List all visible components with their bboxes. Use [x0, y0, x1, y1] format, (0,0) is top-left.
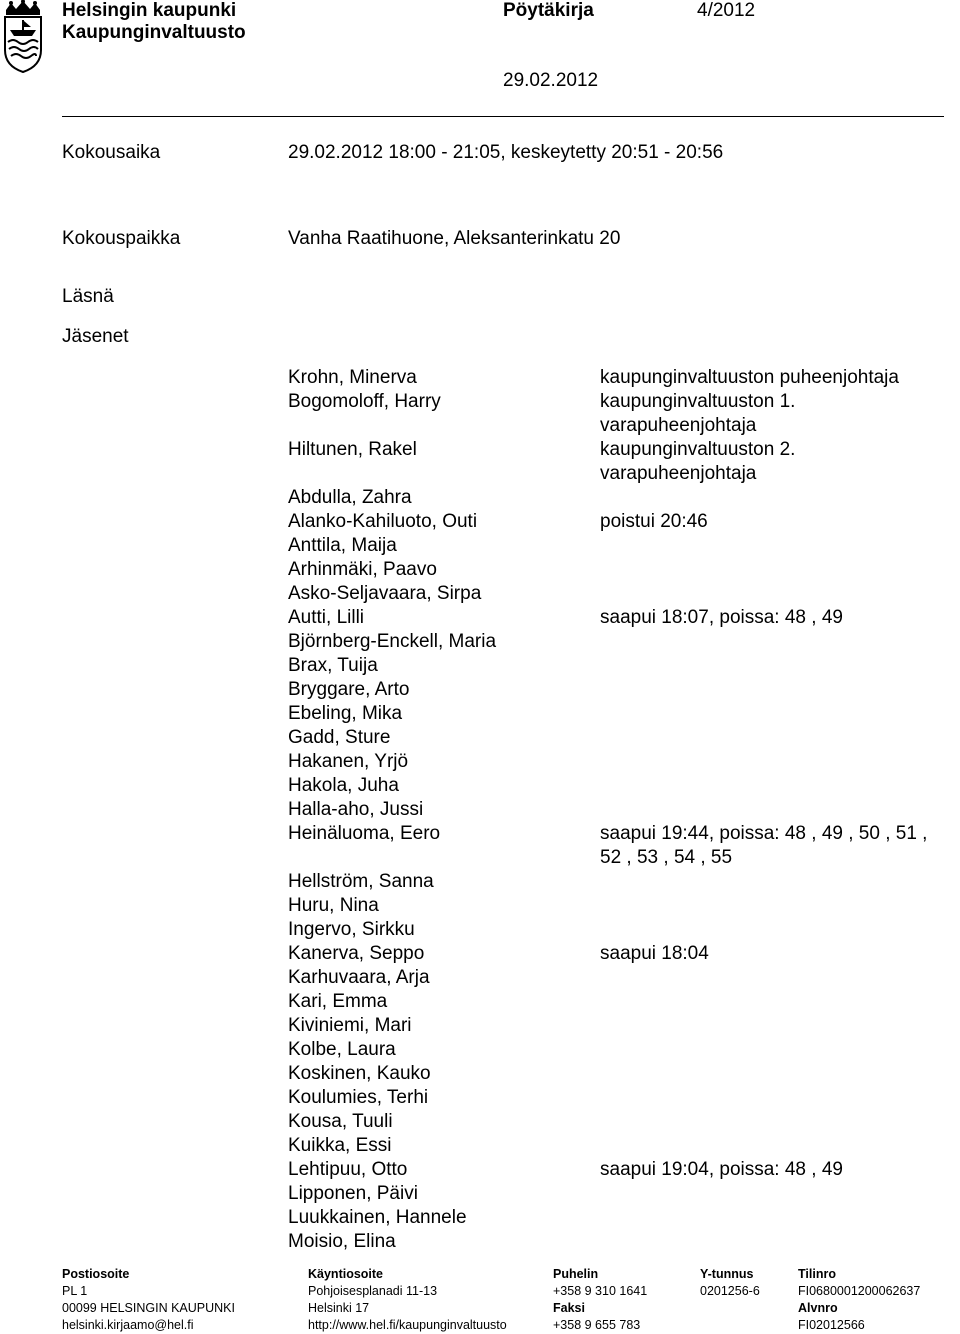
meeting-place-label: Kokouspaikka: [62, 228, 181, 249]
member-row: [288, 1134, 948, 1158]
member-row: [288, 534, 948, 558]
footer-phone-heading: Puhelin: [553, 1267, 599, 1281]
member-row: [288, 798, 948, 822]
footer-businessid: 0201256-6: [700, 1284, 760, 1298]
footer-account-heading: Tilinro: [798, 1267, 836, 1281]
document-type: Pöytäkirja: [503, 0, 594, 21]
member-row: [288, 1038, 948, 1062]
footer-website-link[interactable]: http://www.hel.fi/kaupunginvaltuusto: [308, 1318, 507, 1332]
footer-account: FI0680001200062637: [798, 1284, 921, 1298]
member-name: Hakola, Juha: [288, 775, 399, 796]
member-name: Alanko-Kahiluoto, Outi: [288, 511, 478, 532]
member-name: Kolbe, Laura: [288, 1039, 396, 1060]
member-row: [288, 630, 948, 654]
member-row: [288, 1062, 948, 1086]
document-date: 29.02.2012: [503, 70, 599, 91]
member-row: [288, 1182, 948, 1206]
member-row: [288, 1206, 948, 1230]
footer-visit-column: [308, 1266, 507, 1334]
member-name: Karhuvaara, Arja: [288, 967, 430, 988]
meeting-place-value: Vanha Raatihuone, Aleksanterinkatu 20: [288, 228, 621, 249]
member-row: [288, 438, 948, 486]
member-name: Lipponen, Päivi: [288, 1183, 418, 1204]
member-note: kaupunginvaltuuston puheenjohtaja: [600, 367, 899, 388]
footer-vat-heading: Alvnro: [798, 1301, 838, 1315]
member-row: [288, 1086, 948, 1110]
member-name: Kousa, Tuuli: [288, 1111, 393, 1132]
member-name: Koulumies, Terhi: [288, 1087, 429, 1108]
member-row: [288, 390, 948, 438]
footer-postal-line: 00099 HELSINGIN KAUPUNKI: [62, 1301, 235, 1315]
member-row: [288, 582, 948, 606]
header-rule: [62, 116, 944, 117]
member-row: [288, 654, 948, 678]
member-name: Kuikka, Essi: [288, 1135, 392, 1156]
member-row: [288, 726, 948, 750]
member-name: Asko-Seljavaara, Sirpa: [288, 583, 482, 604]
member-name: Heinäluoma, Eero: [288, 823, 441, 844]
meeting-time-label: Kokousaika: [62, 142, 161, 163]
member-row: [288, 606, 948, 630]
footer-postal-line: PL 1: [62, 1284, 88, 1298]
member-name: Kari, Emma: [288, 991, 388, 1012]
member-row: [288, 894, 948, 918]
member-row: [288, 510, 948, 534]
footer-phone: +358 9 310 1641: [553, 1284, 648, 1298]
member-note: kaupunginvaltuuston 1. varapuheenjohtaja: [600, 391, 796, 436]
member-name: Hakanen, Yrjö: [288, 751, 409, 772]
member-row: [288, 990, 948, 1014]
present-label: Läsnä: [62, 286, 114, 307]
member-name: Brax, Tuija: [288, 655, 378, 676]
member-name: Moisio, Elina: [288, 1231, 396, 1252]
helsinki-coat-of-arms-icon: [0, 0, 46, 74]
member-name: Krohn, Minerva: [288, 367, 417, 388]
footer-postal-heading: Postiosoite: [62, 1267, 130, 1281]
org-name: Helsingin kaupunki: [62, 0, 237, 21]
member-note: saapui 19:44, poissa: 48 , 49 , 50 , 51 , 52 , 53 , 54 , 55: [600, 823, 928, 868]
member-row: [288, 702, 948, 726]
footer-visit-line: Helsinki 17: [308, 1301, 370, 1315]
footer-fax-heading: Faksi: [553, 1301, 585, 1315]
member-name: Koskinen, Kauko: [288, 1063, 431, 1084]
member-row: [288, 942, 948, 966]
member-name: Anttila, Maija: [288, 535, 397, 556]
footer-account-column: [798, 1266, 920, 1334]
footer-vat: FI02012566: [798, 1318, 865, 1332]
body-name: Kaupunginvaltuusto: [62, 22, 246, 43]
member-row: [288, 1158, 948, 1182]
member-row: [288, 1110, 948, 1134]
member-name: Huru, Nina: [288, 895, 379, 916]
member-note: saapui 18:04: [600, 943, 709, 964]
member-name: Ebeling, Mika: [288, 703, 403, 724]
footer-phone-column: [553, 1266, 647, 1334]
member-name: Ingervo, Sirkku: [288, 919, 415, 940]
member-row: [288, 870, 948, 894]
member-row: [288, 822, 948, 870]
member-row: [288, 918, 948, 942]
member-row: [288, 1014, 948, 1038]
member-row: [288, 966, 948, 990]
member-name: Kanerva, Seppo: [288, 943, 425, 964]
members-label: Jäsenet: [62, 326, 129, 347]
member-name: Bogomoloff, Harry: [288, 391, 441, 412]
member-row: [288, 1230, 948, 1254]
member-note: saapui 19:04, poissa: 48 , 49: [600, 1159, 843, 1180]
footer-visit-line: Pohjoisesplanadi 11-13: [308, 1284, 438, 1298]
member-name: Lehtipuu, Otto: [288, 1159, 408, 1180]
footer-businessid-heading: Y-tunnus: [700, 1267, 754, 1281]
footer-visit-heading: Käyntiosoite: [308, 1267, 384, 1281]
member-row: [288, 558, 948, 582]
member-name: Luukkainen, Hannele: [288, 1207, 467, 1228]
member-name: Autti, Lilli: [288, 607, 365, 628]
footer-fax: +358 9 655 783: [553, 1318, 641, 1332]
members-list: [288, 366, 948, 1254]
member-note: kaupunginvaltuuston 2. varapuheenjohtaja: [600, 439, 796, 484]
member-row: [288, 678, 948, 702]
member-name: Halla-aho, Jussi: [288, 799, 424, 820]
member-row: [288, 750, 948, 774]
member-name: Hiltunen, Rakel: [288, 439, 417, 460]
member-name: Hellström, Sanna: [288, 871, 434, 892]
member-row: [288, 774, 948, 798]
document-number: 4/2012: [697, 0, 756, 21]
member-note: saapui 18:07, poissa: 48 , 49: [600, 607, 843, 628]
footer-businessid-column: [700, 1266, 760, 1300]
member-name: Arhinmäki, Paavo: [288, 559, 437, 580]
footer-email[interactable]: helsinki.kirjaamo@hel.fi: [62, 1318, 194, 1332]
footer-postal-column: [62, 1266, 235, 1334]
member-row: [288, 366, 948, 390]
member-name: Bryggare, Arto: [288, 679, 410, 700]
member-name: Björnberg-Enckell, Maria: [288, 631, 497, 652]
member-note: poistui 20:46: [600, 511, 708, 532]
meeting-time-value: 29.02.2012 18:00 - 21:05, keskeytetty 20:51 - 20:56: [288, 142, 724, 163]
member-name: Abdulla, Zahra: [288, 487, 412, 508]
member-name: Kiviniemi, Mari: [288, 1015, 412, 1036]
member-row: [288, 486, 948, 510]
member-name: Gadd, Sture: [288, 727, 391, 748]
